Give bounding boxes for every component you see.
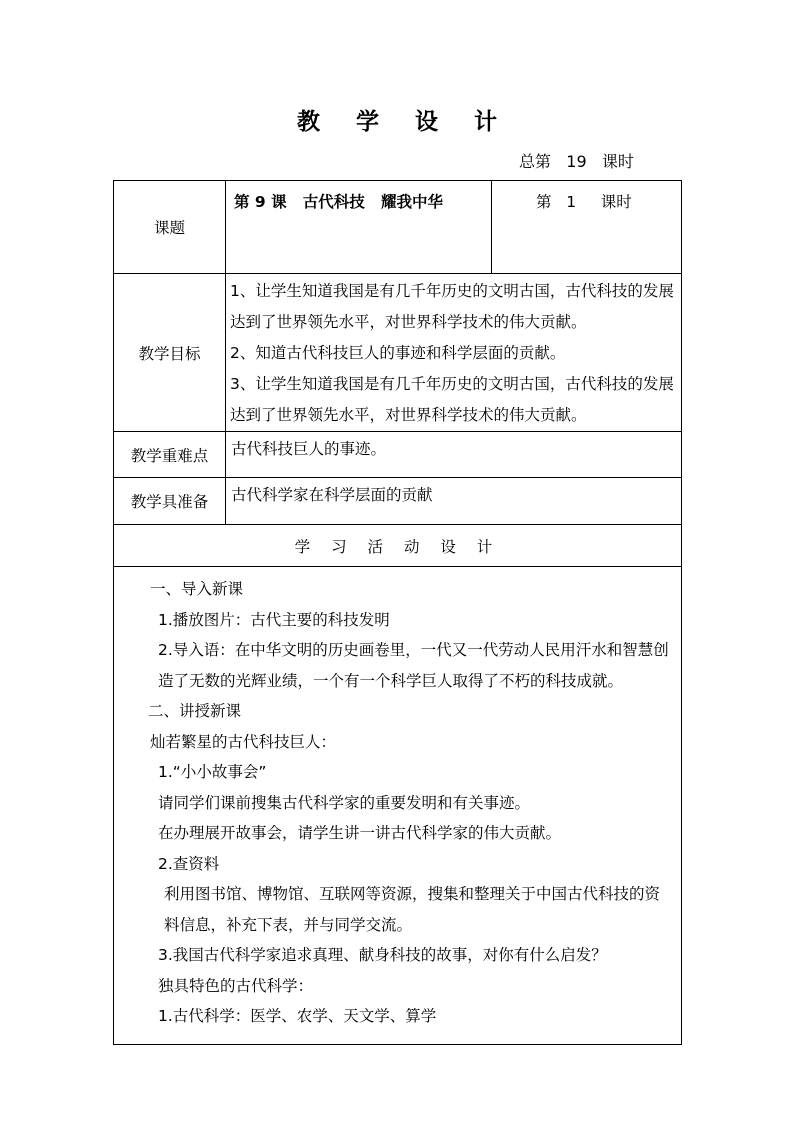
- total-period: 总第 19 课时: [519, 152, 634, 171]
- content-line: 请同学们课前搜集古代科学家的重要发明和有关事迹。: [158, 793, 531, 812]
- lesson-plan-table: [113, 180, 682, 1045]
- topic-row: [114, 181, 682, 274]
- content-line: 1.古代科学：医学、农学、天文学、算学: [158, 1007, 437, 1025]
- activity-header-row: [114, 525, 682, 567]
- activity-content-row: [114, 567, 682, 1045]
- preparation-label: 教学具准备: [114, 478, 226, 525]
- content-line: 灿若繁星的古代科技巨人：: [150, 732, 337, 751]
- goal-item: 3、让学生知道我国是有几千年历史的文明古国，古代科技的发展达到了世界领先水平，对世界科学技术的伟大贡献。: [230, 375, 674, 424]
- goal-item: 2、知道古代科技巨人的事迹和科学层面的贡献。: [230, 344, 566, 362]
- key-points-text: 古代科技巨人的事迹。: [226, 432, 682, 478]
- activity-header: 学 习 活 动 设 计: [114, 525, 682, 567]
- content-paragraph: [120, 635, 675, 696]
- content-line: 1.播放图片：古代主要的科技发明: [158, 610, 390, 629]
- activity-content: [114, 567, 682, 1045]
- section-heading: 一、导入新课: [150, 580, 244, 598]
- period-count: 第 1 课时: [492, 181, 682, 274]
- goals-label: 教学目标: [114, 274, 226, 432]
- content-paragraph: 利用图书馆、博物馆、互联网等资源，搜集和整理关于中国古代科技的资料信息，补充下表，并与同学交流。: [164, 885, 661, 934]
- content-line: 2.查资料: [158, 854, 220, 873]
- content-paragraph-text: 2.导入语：在中华文明的历史画卷里，一代又一代劳动人民用汗水和智慧创造了无数的光辉业绩，一个有一个科学巨人取得了不朽的科技成就。: [158, 641, 669, 690]
- key-points-label: 教学重难点: [114, 432, 226, 478]
- topic-label: 课题: [114, 181, 226, 274]
- preparation-text: 古代科学家在科学层面的贡献: [226, 478, 682, 525]
- document-title: 教 学 设 计: [296, 109, 512, 135]
- key-points-row: [114, 432, 682, 478]
- goals-row: [114, 274, 682, 432]
- goal-item: 1、让学生知道我国是有几千年历史的文明古国，古代科技的发展达到了世界领先水平，对世界科学技术的伟大贡献。: [230, 282, 674, 331]
- goals-content: [226, 274, 682, 432]
- section-heading: 二、讲授新课: [148, 702, 242, 720]
- content-line: 在办理展开故事会，请学生讲一讲古代科学家的伟大贡献。: [158, 824, 562, 842]
- content-line: 独具特色的古代科学：: [158, 976, 314, 995]
- preparation-row: [114, 478, 682, 525]
- content-line: 1.“小小故事会”: [158, 763, 267, 781]
- content-line: 3.我国古代科学家追求真理、献身科技的故事，对你有什么启发？: [158, 946, 607, 964]
- topic-title: 第 9 课 古代科技 耀我中华: [226, 181, 492, 274]
